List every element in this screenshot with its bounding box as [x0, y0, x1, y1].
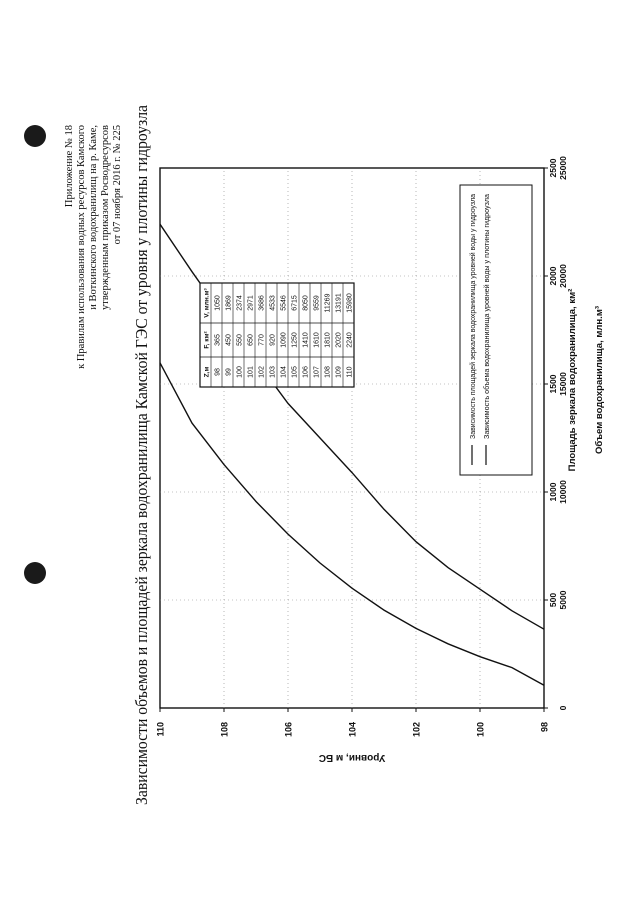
table-cell: 1610 [313, 332, 321, 348]
x-axis-volume-label: Объем водохранилища, млн.м³ [594, 305, 605, 455]
chart-title: Зависимости объемов и площадей зеркала водохранилища Камской ГЭС от уровня у плотины гидроузла [132, 46, 151, 805]
x-tick-label-volume: 5000 [558, 590, 568, 610]
table-cell: 102 [258, 366, 266, 378]
y-tick-label: 106 [283, 722, 294, 738]
table-cell: 450 [225, 334, 233, 346]
x-tick-label-area: 2500 [548, 158, 558, 178]
table-cell: 1869 [225, 295, 233, 311]
x-tick-label-volume: 25000 [558, 156, 568, 180]
table-cell: 1810 [324, 332, 332, 348]
header-line-5: от 07 ноября 2016 г. № 225 [112, 125, 123, 245]
table-cell: 2374 [236, 295, 244, 311]
table-header-cell: Z,м [203, 366, 211, 378]
table-cell: 1410 [302, 332, 310, 348]
table-cell: 1250 [291, 332, 299, 348]
table-cell: 101 [247, 366, 255, 378]
table-cell: 4533 [269, 295, 277, 311]
table-cell: 100 [236, 366, 244, 378]
table-cell: 5546 [280, 295, 288, 311]
table-cell: 9559 [313, 295, 321, 311]
table-cell: 2240 [346, 332, 354, 348]
table-cell: 3686 [258, 295, 266, 311]
table-header-cell: F, км² [203, 331, 211, 349]
table-cell: 104 [280, 366, 288, 378]
table-cell: 106 [302, 366, 310, 378]
legend-entry-area: Зависимость площадей зеркала водохранилища уровней воды у гидроузла [468, 185, 477, 439]
y-tick-label: 104 [347, 722, 358, 738]
x-axis-area-label: Площадь зеркала водохранилища, км² [567, 288, 578, 472]
y-tick-label: 102 [411, 722, 422, 738]
table-cell: 6715 [291, 295, 299, 311]
table-cell: 98 [214, 368, 222, 376]
x-tick-label-area: 1500 [548, 374, 558, 394]
y-axis-ticks [156, 708, 550, 737]
table-cell: 13191 [335, 293, 343, 313]
table-cell: 110 [346, 366, 354, 378]
table-cell: 15980 [346, 293, 354, 313]
table-header-cell: V, млн.м³ [203, 288, 211, 318]
table-cell: 1050 [214, 295, 222, 311]
table-cell: 107 [313, 366, 321, 378]
x-tick-label-area: 2000 [548, 266, 558, 286]
x-tick-label-volume: 20000 [558, 264, 568, 288]
header-line-4: утвержденным приказом Росводресурсов [100, 125, 111, 310]
table-cell: 2971 [247, 295, 255, 311]
header-line-3: и Воткинского водохранилищ на р. Каме, [88, 125, 99, 310]
x-tick-label-volume: 0 [558, 705, 568, 711]
y-axis-label: Уровни, м БС [318, 752, 386, 763]
y-tick-label: 98 [539, 722, 550, 733]
x-tick-label-volume: 10000 [558, 480, 568, 504]
table-cell: 365 [214, 334, 222, 346]
legend-entry-volume: Зависимость объема водохранилища уровней воды у плотины гидроузла [482, 192, 491, 439]
table-cell: 1090 [280, 332, 288, 348]
table-cell: 108 [324, 366, 332, 378]
y-tick-label: 110 [155, 722, 166, 737]
data-table [200, 283, 354, 387]
header-line-1: Приложение № 18 [64, 125, 75, 208]
x-tick-label-volume: 15000 [558, 372, 568, 396]
header-line-2: к Правилам использования водных ресурсов Камского [76, 125, 87, 369]
table-cell: 11269 [324, 293, 332, 313]
table-cell: 2020 [335, 332, 343, 348]
table-cell: 650 [247, 334, 255, 346]
appendix-header [64, 125, 123, 369]
table-cell: 550 [236, 334, 244, 346]
table-cell: 920 [269, 334, 277, 346]
table-cell: 770 [258, 334, 266, 346]
x-tick-label-area: 500 [548, 592, 558, 608]
table-cell: 105 [291, 366, 299, 378]
x-tick-label-area: 1000 [548, 482, 558, 502]
y-tick-label: 100 [475, 722, 486, 738]
table-cell: 8050 [302, 295, 310, 311]
x-axis-area-ticks [544, 158, 558, 708]
table-cell: 99 [225, 368, 233, 376]
table-cell: 109 [335, 366, 343, 378]
y-tick-label: 108 [219, 722, 230, 738]
table-cell: 103 [269, 366, 277, 378]
legend [460, 185, 532, 475]
